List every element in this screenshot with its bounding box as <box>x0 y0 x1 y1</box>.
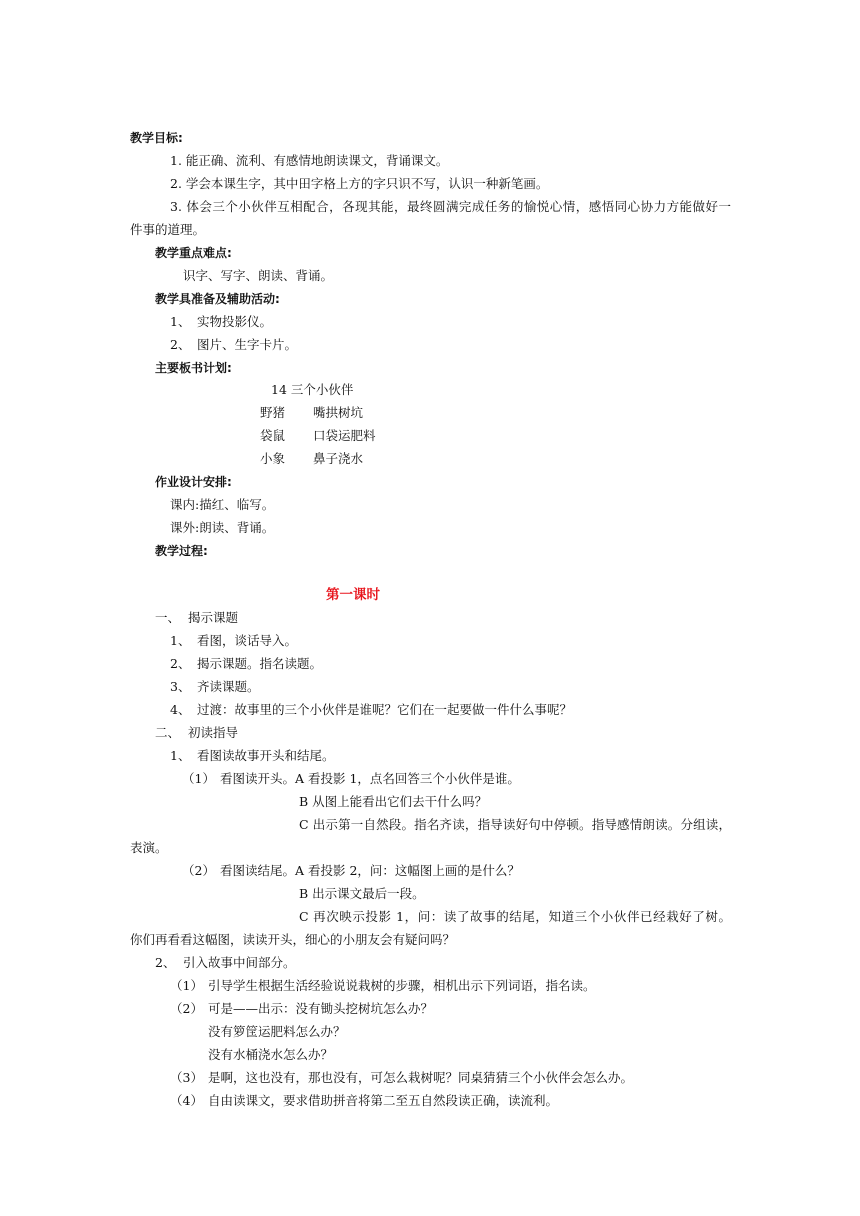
sub-item-num: （4） <box>170 1093 203 1108</box>
list-item: 看图，谈话导入。 <box>197 633 298 648</box>
sub-item-num: （3） <box>170 1070 203 1085</box>
list-item-num: 2、 <box>155 955 176 970</box>
board-action: 鼻子浇水 <box>313 451 364 466</box>
sub-item: 可是——出示：没有锄头挖树坑怎么办？ <box>208 1001 434 1016</box>
list-item-num: 2、 <box>170 656 191 671</box>
lesson-title: 第一课时 <box>326 587 380 603</box>
sub-item-cont: 你们再看看这幅图，读读开头，细心的小朋友会有疑问吗？ <box>130 932 456 947</box>
sub-item: 没有水桶浇水怎么办？ <box>208 1047 334 1062</box>
sub-item: 看图读开头。A 看投影 1，点名回答三个小伙伴是谁。 <box>220 771 520 786</box>
list-item-num: 4、 <box>170 702 191 717</box>
list-item-num: 3、 <box>170 679 191 694</box>
list-item: 看图读故事开头和结尾。 <box>197 748 335 763</box>
goal-item-3: 3. 体会三个小伙伴互相配合，各现其能，最终圆满完成任务的愉悦心情，感悟同心协力方能做好一 <box>170 199 731 214</box>
sub-item-num: （2） <box>182 863 215 878</box>
sub-item: 引导学生根据生活经验说说栽树的步骤，相机出示下列词语，指名读。 <box>208 978 596 993</box>
homework-heading: 作业设计安排: <box>155 475 232 489</box>
sub-item-num: （2） <box>170 1001 203 1016</box>
sub-item: 自由读课文，要求借助拼音将第二至五自然段读正确，读流利。 <box>208 1093 559 1108</box>
section-1-title: 揭示课题 <box>188 610 239 625</box>
sub-item: C 出示第一自然段。指名齐读，指导读好句中停顿。指导感情朗读。分组读， <box>299 817 731 832</box>
homework-after-class: 课外:朗读、背诵。 <box>170 520 275 535</box>
goals-heading: 教学目标: <box>130 131 183 145</box>
process-heading: 教学过程: <box>155 544 208 558</box>
board-heading: 主要板书计划: <box>155 361 232 375</box>
board-action: 口袋运肥料 <box>313 428 376 443</box>
sub-item: C 再次映示投影 1，问：读了故事的结尾，知道三个小伙伴已经栽好了树。 <box>299 909 731 924</box>
prep-heading: 教学具准备及辅助活动: <box>155 292 280 306</box>
sub-item-cont: 表演。 <box>130 840 168 855</box>
list-item-num: 1、 <box>170 748 191 763</box>
sub-item-num: （1） <box>170 978 203 993</box>
prep-item-1: 实物投影仪。 <box>197 314 273 329</box>
section-2-num: 二、 <box>155 725 181 740</box>
list-item-num: 1、 <box>170 633 191 648</box>
sub-item: 没有箩筐运肥料怎么办？ <box>208 1024 346 1039</box>
prep-item-1-num: 1、 <box>170 314 191 329</box>
key-points-text: 识字、写字、朗读、背诵。 <box>183 268 334 283</box>
homework-in-class: 课内:描红、临写。 <box>170 497 275 512</box>
list-item: 过渡：故事里的三个小伙伴是谁呢？它们在一起要做一件什么事呢？ <box>197 702 573 717</box>
section-1-num: 一、 <box>155 610 181 625</box>
key-points-heading: 教学重点难点: <box>155 246 232 260</box>
sub-item: B 从图上能看出它们去干什么吗？ <box>299 794 488 809</box>
list-item: 齐读课题。 <box>197 679 260 694</box>
board-animal: 小象 <box>260 451 286 466</box>
prep-item-2-num: 2、 <box>170 337 191 352</box>
goal-item-1: 1. 能正确、流利、有感情地朗读课文，背诵课文。 <box>170 153 449 168</box>
board-animal: 野猪 <box>260 405 286 420</box>
goal-item-3-cont: 件事的道理。 <box>130 222 206 237</box>
sub-item-num: （1） <box>182 771 215 786</box>
list-item: 引入故事中间部分。 <box>183 955 296 970</box>
goal-item-2: 2. 学会本课生字，其中田字格上方的字只识不写，认识一种新笔画。 <box>170 176 549 191</box>
prep-item-2: 图片、生字卡片。 <box>197 337 298 352</box>
sub-item: 是啊，这也没有，那也没有，可怎么栽树呢？同桌猜猜三个小伙伴会怎么办。 <box>208 1070 634 1085</box>
board-animal: 袋鼠 <box>260 428 286 443</box>
board-action: 嘴拱树坑 <box>313 405 364 420</box>
sub-item: 看图读结尾。A 看投影 2，问：这幅图上画的是什么？ <box>220 863 520 878</box>
section-2-title: 初读指导 <box>188 725 239 740</box>
sub-item: B 出示课文最后一段。 <box>299 886 425 901</box>
list-item: 揭示课题。指名读题。 <box>197 656 323 671</box>
board-title: 14 三个小伙伴 <box>271 382 354 397</box>
